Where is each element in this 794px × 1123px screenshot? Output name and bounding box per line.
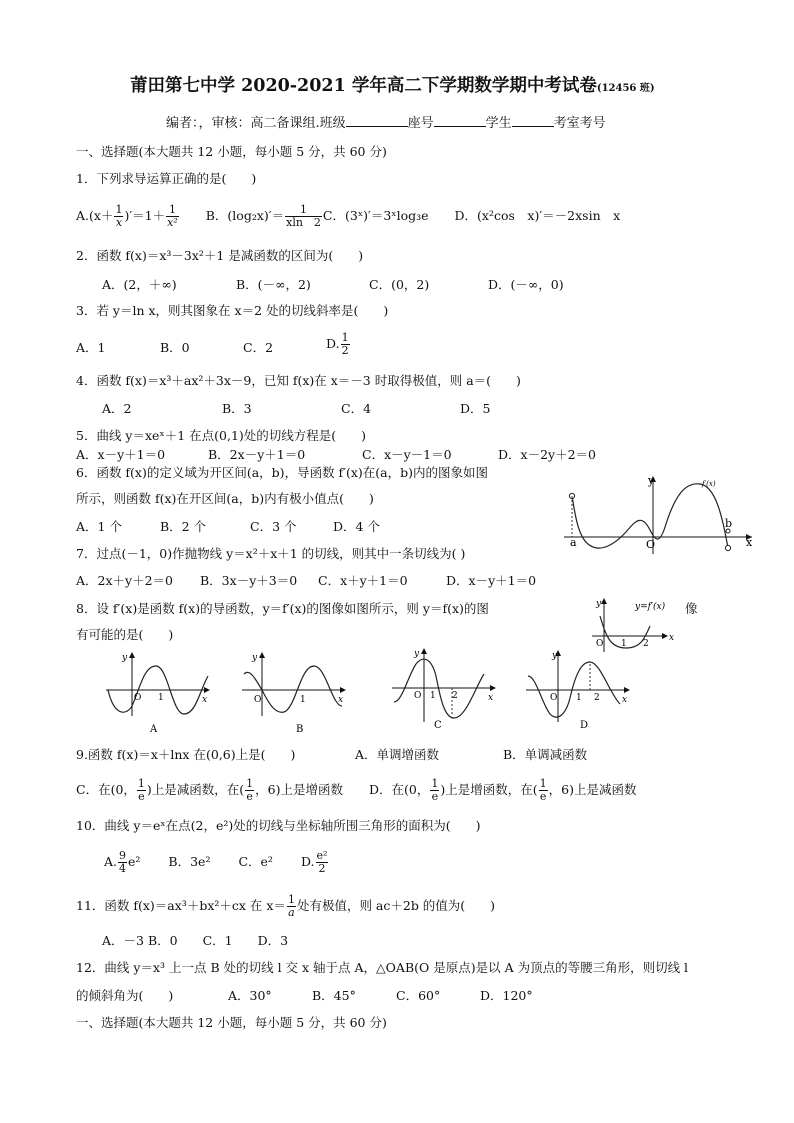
q1-stem: 1．下列求导运算正确的是( ) <box>76 171 257 186</box>
q7-option-d: D．x－y＋1＝0 <box>446 573 537 588</box>
q6-option-b: B．2 个 <box>160 519 207 534</box>
q6-option-a: A．1 个 <box>76 519 122 534</box>
q6-stem-1: 6．函数 f(x)的定义域为开区间(a，b)，导函数 f′(x)在(a，b)内的图象如图 <box>76 465 489 480</box>
header-info: 编者：，审核：高二备课组.班级 座号 学生 考室考号 <box>166 116 606 131</box>
q8-graph-b <box>240 650 356 736</box>
q5-stem: 5．曲线 y＝xeˣ＋1 在点(0,1)处的切线方程是( ) <box>76 428 367 443</box>
q6-fig-o: O <box>646 538 656 551</box>
q5-option-b: B．2x－y＋1＝0 <box>208 447 306 462</box>
q3-stem: 3．若 y＝ln x，则其图象在 x＝2 处的切线斜率是( ) <box>76 303 389 318</box>
q8-c-o: O <box>414 691 422 701</box>
q8-fig-o: O <box>596 639 604 649</box>
q8-b-o: O <box>254 695 262 705</box>
q8-c-two: 2 <box>452 691 458 701</box>
q8-d-y: y <box>552 651 558 661</box>
q6-fig-a: a <box>570 536 577 549</box>
q9-stem: 9.函数 f(x)＝x＋lnx 在(0,6)上是( ) <box>76 747 296 762</box>
q4-option-c: C．4 <box>341 401 372 416</box>
q6-fig-y: y <box>648 474 655 487</box>
q8-graph-d <box>524 648 640 734</box>
q12-stem-1: 12．曲线 y＝x³ 上一点 B 处的切线 l 交 x 轴于点 A，△OAB(O 是原点)是以 A 为顶点的等腰三角形，则切线 l <box>76 960 689 975</box>
q4-option-d: D．5 <box>460 401 491 416</box>
q2-option-d: D．(－∞，0) <box>488 277 564 292</box>
q8-d-two: 2 <box>594 693 600 703</box>
q9-option-b: B．单调减函数 <box>503 747 588 762</box>
q8-a-y: y <box>122 653 128 663</box>
q8-d-x: x <box>622 695 628 705</box>
page-title: 莆田第七中学 2020-2021 学年高二下学期数学期中考试卷(12456 班) <box>130 76 655 96</box>
q6-derivative-figure <box>560 474 756 556</box>
q8-a-x: x <box>202 695 208 705</box>
q8-fig-two: 2 <box>643 639 649 649</box>
q4-option-b: B．3 <box>222 401 252 416</box>
q2-option-c: C．(0，2) <box>369 277 430 292</box>
q8-label-b: B <box>296 724 304 735</box>
q2-stem: 2．函数 f(x)＝x³－3x²＋1 是减函数的区间为( ) <box>76 248 364 263</box>
q8-b-one: 1 <box>300 695 306 705</box>
q10-options: A. $\frac{9}{4}$ e² B．3e² C．e² D. $\frac{\text{e²}}{2}$ <box>104 849 328 875</box>
q9-option-a: A．单调增函数 <box>355 747 440 762</box>
q8-fig-label: y=f′(x) <box>635 602 666 612</box>
q6-fig-label: f′(x) <box>702 480 716 488</box>
q5-option-d: D．x－2y＋2＝0 <box>498 447 596 462</box>
q6-option-c: C．3 个 <box>250 519 297 534</box>
q6-option-d: D．4 个 <box>333 519 380 534</box>
q3-option-c: C．2 <box>243 340 274 355</box>
q8-d-one: 1 <box>576 693 582 703</box>
q10-stem: 10．曲线 y＝eˣ在点(2，e²)处的切线与坐标轴所围三角形的面积为( ) <box>76 818 481 833</box>
q11-stem: 11．函数 f(x)＝ax³＋bx²＋cx 在 x＝ $\frac{1}{a}$ 处有极值，则 ac＋2b 的值为( ) <box>76 893 496 919</box>
q8-label-c: C <box>434 720 442 731</box>
q6-stem-2: 所示，则函数 f(x)在开区间(a，b)内有极小值点( ) <box>76 491 374 506</box>
q4-option-a: A．2 <box>102 401 132 416</box>
footer-section-heading: 一、选择题(本大题共 12 小题，每小题 5 分，共 60 分) <box>76 1015 387 1030</box>
q8-stem-tail: 像 <box>685 601 698 616</box>
q8-label-a: A <box>150 724 158 735</box>
q6-fig-x: x <box>746 536 753 549</box>
q11-options: A．－3 B．0 C．1 D．3 <box>102 933 289 948</box>
section-heading: 一、选择题(本大题共 12 小题，每小题 5 分，共 60 分) <box>76 144 387 159</box>
q8-c-one: 1 <box>430 691 436 701</box>
q8-d-o: O <box>550 693 558 703</box>
q8-b-y: y <box>252 653 258 663</box>
q8-c-x: x <box>488 693 494 703</box>
q3-option-b: B．0 <box>160 340 190 355</box>
q8-graph-c <box>390 646 506 732</box>
q8-b-x: x <box>338 695 344 705</box>
q12-option-d: D．120° <box>480 988 533 1003</box>
q12-option-a: A．30° <box>228 988 272 1003</box>
q8-fig-y: y <box>596 599 602 609</box>
q7-stem: 7．过点(－1，0)作抛物线 y＝x²＋x＋1 的切线，则其中一条切线为( ) <box>76 546 466 561</box>
q9-options-cd: C．在(0， $\frac{1}{e}$ )上是减函数，在( $\frac{1}{e}$ ，6)上是增函数 D．在(0， $\frac{1}{e}$ )上是增函数，在( $\frac{1}{e}$ ，6)上是减函数 <box>76 777 637 803</box>
title-suffix: (12456 班) <box>596 83 655 94</box>
q7-option-c: C．x＋y＋1＝0 <box>318 573 408 588</box>
q8-derivative-figure <box>588 596 684 654</box>
q8-c-y: y <box>414 649 420 659</box>
q12-option-b: B．45° <box>312 988 356 1003</box>
q3-option-d: D. $\frac{1}{2}$ <box>326 331 349 357</box>
q8-stem-2: 有可能的是( ) <box>76 627 174 642</box>
q5-option-a: A．x－y＋1＝0 <box>76 447 166 462</box>
q12-option-c: C．60° <box>396 988 441 1003</box>
q1-options: A.(x＋ $\frac{1}{x}$ )′＝1＋ $\frac{1}{\text{x²}}$ B．(log₂x)′＝ $\frac{1}{xln 2}$ C．(3ˣ)′＝3ˣlog₃e D．(x²cos x)′＝－2xsin x <box>76 203 621 229</box>
q5-option-c: C．x－y－1＝0 <box>362 447 452 462</box>
q8-label-d: D <box>580 720 589 731</box>
q8-graph-a <box>104 650 220 736</box>
q8-a-one: 1 <box>158 693 164 703</box>
q3-option-a: A．1 <box>76 340 106 355</box>
q2-option-b: B．(－∞，2) <box>236 277 311 292</box>
q6-fig-b: b <box>725 517 733 530</box>
q8-fig-x: x <box>669 633 675 643</box>
q2-option-a: A．(2，＋∞) <box>102 277 177 292</box>
q8-fig-one: 1 <box>621 639 627 649</box>
q8-stem-1: 8．设 f′(x)是函数 f(x)的导函数，y＝f′(x)的图像如图所示，则 y＝f(x)的图 <box>76 601 489 616</box>
q12-stem-2: 的倾斜角为( ) <box>76 988 174 1003</box>
q7-option-b: B．3x－y＋3＝0 <box>200 573 298 588</box>
q7-option-a: A．2x＋y＋2＝0 <box>76 573 173 588</box>
q8-a-o: O <box>134 693 142 703</box>
q4-stem: 4．函数 f(x)＝x³＋ax²＋3x－9，已知 f(x)在 x＝－3 时取得极值，则 a＝( ) <box>76 373 521 388</box>
